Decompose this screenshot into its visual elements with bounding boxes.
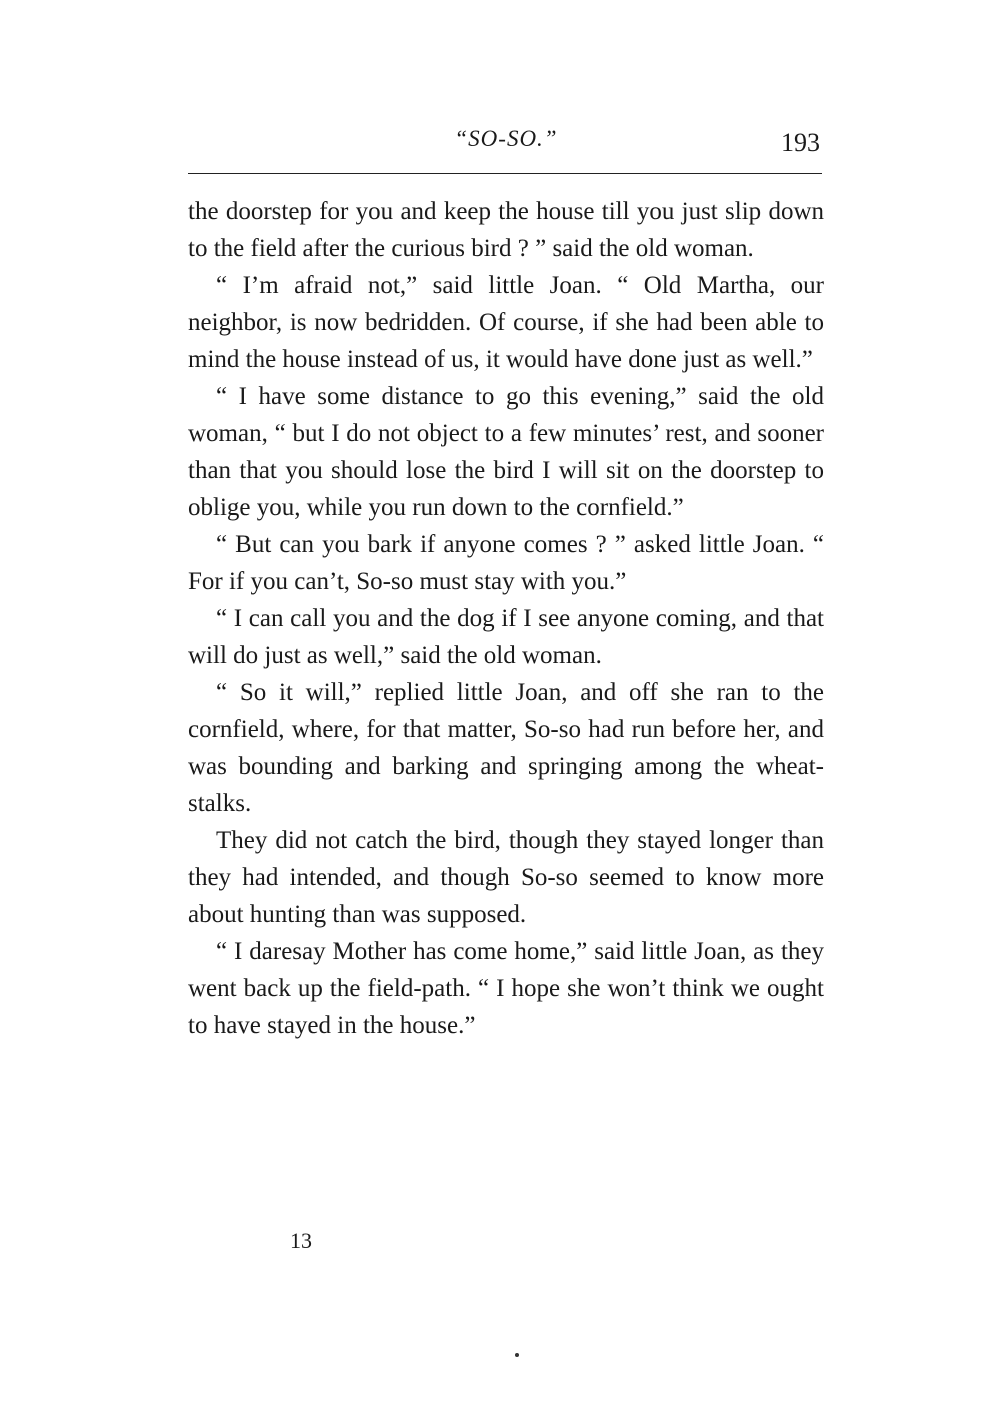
running-head <box>188 118 824 158</box>
paragraph: They did not catch the bird, though they stayed longer than they had intended, and though So-so seemed to know more about hunting than was supposed. <box>188 827 824 928</box>
paragraph: “ I daresay Mother has come home,” said little Joan, as they went back up the field-path. “ I hope she won’t think we ought to have stayed in the house.” <box>188 938 824 1039</box>
paragraph: “ So it will,” replied little Joan, and off she ran to the cornfield, where, for that matter, So-so had run before her, and was bounding and barking and springing among the wheat-stalks. <box>188 679 824 817</box>
body-text <box>188 193 824 1044</box>
paragraph: the doorstep for you and keep the house till you just slip down to the field after the curious bird ? ” said the old woman. <box>188 198 824 262</box>
page-speck <box>515 1353 519 1357</box>
paragraph: “ I have some distance to go this evening,” said the old woman, “ but I do not object to a few minutes’ rest, and sooner than that you should lose the bird I will sit on the doorstep to oblige you, while you run down to the cornfield.” <box>188 383 824 521</box>
paragraph: “ But can you bark if anyone comes ? ” asked little Joan. “ For if you can’t, So-so must stay with you.” <box>188 531 824 595</box>
paragraph: “ I’m afraid not,” said little Joan. “ Old Martha, our neighbor, is now bedridden. Of course, if she had been able to mind the house instead of us, it would have done just as well.” <box>188 272 824 373</box>
page-number: 193 <box>781 128 820 157</box>
signature-mark: 13 <box>290 1228 312 1253</box>
paragraph: “ I can call you and the dog if I see anyone coming, and that will do just as well,” said the old woman. <box>188 605 824 669</box>
header-rule <box>188 173 822 174</box>
running-title: “SO-SO.” <box>454 126 558 151</box>
